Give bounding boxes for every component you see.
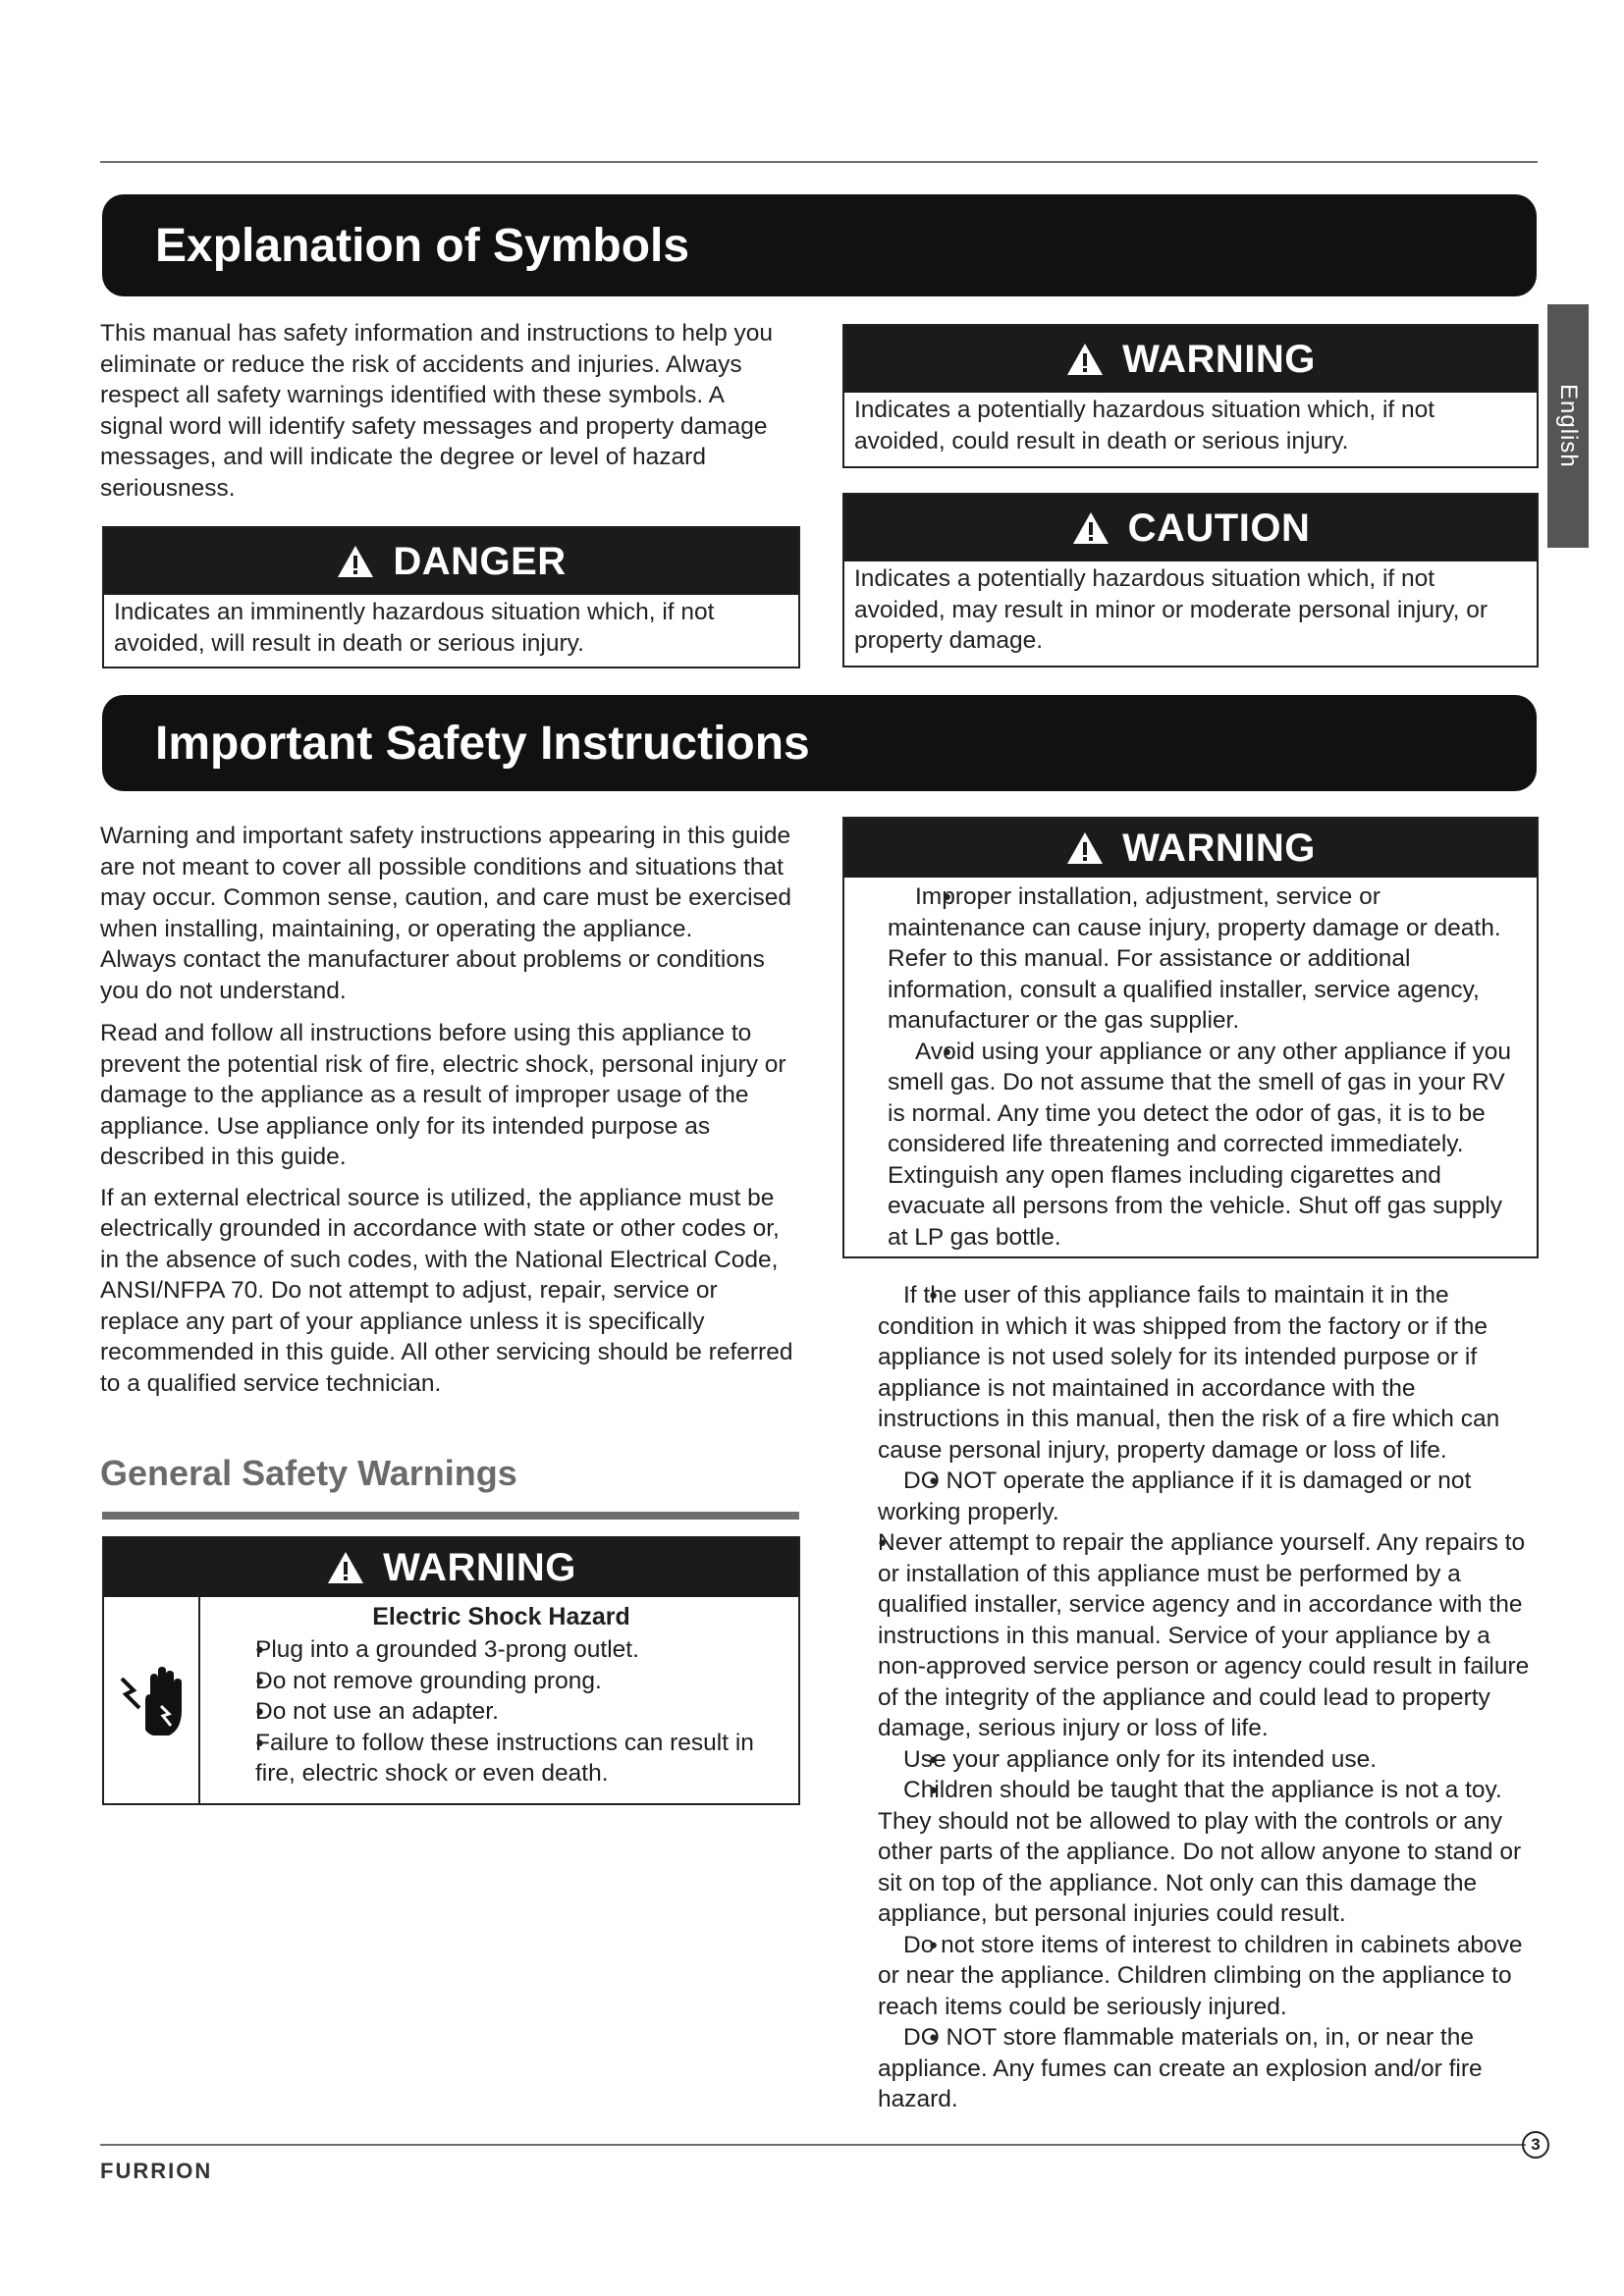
section-header-safety: [102, 695, 1537, 791]
heading-underline: [102, 1512, 799, 1520]
danger-box: [102, 526, 800, 668]
warning-triangle-icon: [1065, 342, 1105, 377]
general-safety-heading: General Safety Warnings: [100, 1453, 517, 1493]
intro-text: This manual has safety information and instructions to help you eliminate or reduce the risk of accidents and injuries. Always respect all safety warnings identified with these symbols. A signal word will identify safety messages and property damage messages, and will indicate the degree or level of hazard seriousness.: [100, 320, 774, 502]
brand-logo: FURRION: [100, 2159, 213, 2183]
gas-title: WARNING: [1122, 826, 1316, 870]
caution-title: CAUTION: [1127, 506, 1311, 550]
list-item: [842, 2022, 1542, 2115]
list-item-text: Never attempt to repair the appliance yourself. Any repairs to or installation of this appliance must be performed by a qualified installer, service agency and in accordance with the instructions in this manual. Service of your appliance by a non-approved service person or agency could result in failure of the integrity of the appliance and could lead to property damage, serious injury or loss of life.: [878, 1529, 1530, 1741]
list-item-text: Do not store items of interest to children in cabinets above or near the appliance. Children climbing on the appliance to reach items could be seriously injured.: [878, 1931, 1523, 2020]
list-item-text: Use your appliance only for its intended use.: [903, 1745, 1378, 1773]
section-title: Important Safety Instructions: [155, 717, 810, 770]
list-item-text: Do not use an adapter.: [255, 1698, 499, 1725]
shock-box-header: [104, 1538, 798, 1597]
section-header-symbols: [102, 194, 1537, 296]
safety-paragraph: Always contact the manufacturer about problems or conditions you do not understand.: [100, 946, 765, 1004]
list-item: [842, 1527, 1542, 1744]
list-item: [842, 1744, 1542, 1776]
list-item: [888, 881, 1523, 1037]
safety-paragraphs: [100, 821, 799, 1399]
warning-triangle-icon: [326, 1550, 365, 1585]
caution-box: [842, 493, 1539, 667]
warning-text: Indicates a potentially hazardous situation which, if not avoided, could result in death or serious injury.: [854, 397, 1435, 454]
warning-title: WARNING: [1122, 337, 1316, 381]
list-item-text: Plug into a grounded 3-prong outlet.: [255, 1636, 639, 1663]
gas-box-header: [844, 819, 1537, 878]
list-item: [216, 1728, 786, 1789]
list-item: [216, 1666, 786, 1697]
gas-list: [844, 878, 1537, 1253]
warning-triangle-icon: [1071, 510, 1110, 546]
warning-triangle-icon: [1065, 830, 1105, 866]
list-item-text: DO NOT operate the appliance if it is damaged or not working properly.: [878, 1468, 1472, 1525]
list-item: [842, 1930, 1542, 2023]
shock-subtitle: Electric Shock Hazard: [372, 1603, 630, 1630]
list-item: [842, 1280, 1542, 1466]
section-title: Explanation of Symbols: [155, 219, 690, 272]
safety-paragraph: If an external electrical source is utilized, the appliance must be electrically grounded in accordance with state or other codes or, in the absence of such codes, with the National Electrical Code, ANSI/NFPA 70. Do not attempt to adjust, repair, service or replace any part of your appliance unless it is specifically recommended in this guide. All other servicing should be referred to a qualified service technician.: [100, 1184, 793, 1397]
list-item-text: Do not remove grounding prong.: [255, 1667, 602, 1694]
page-number: 3: [1522, 2131, 1549, 2159]
warning-box: [842, 324, 1539, 468]
list-item: [216, 1634, 786, 1666]
gas-warning-box: [842, 817, 1539, 1258]
electric-shock-icon: [104, 1597, 200, 1803]
shock-list: [216, 1634, 786, 1789]
caution-text: Indicates a potentially hazardous situation which, if not avoided, may result in minor or moderate personal injury, or property damage.: [854, 565, 1489, 654]
list-item-text: DO NOT store flammable materials on, in, or near the appliance. Any fumes can create an explosion and/or fire hazard.: [878, 2024, 1483, 2112]
list-item: [216, 1696, 786, 1728]
list-item-text: Failure to follow these instructions can result in fire, electric shock or even death.: [255, 1729, 754, 1787]
right-bullet-list: [842, 1280, 1542, 2115]
list-item: [888, 1037, 1523, 1254]
warning-triangle-icon: [336, 544, 375, 579]
warning-box-header: [844, 326, 1537, 393]
shock-title: WARNING: [383, 1545, 576, 1589]
top-rule: [100, 161, 1538, 163]
caution-box-header: [844, 495, 1537, 561]
shock-warning-box: [102, 1536, 800, 1805]
danger-box-header: [104, 528, 798, 595]
list-item-text: Children should be taught that the appliance is not a toy. They should not be allowed to play with the controls or any other parts of the appliance. Do not allow anyone to stand or sit on top of the appliance. Not only can this damage the appliance, but personal injuries could result.: [878, 1777, 1522, 1927]
list-item-text: Avoid using your appliance or any other appliance if you smell gas. Do not assume that the smell of gas in your RV is normal. Any time you detect the odor of gas, it is to be considered life threatening and corrected immediately. Extinguish any open flames including cigarettes and evacuate all persons from the vehicle. Shut off gas supply at LP gas bottle.: [888, 1038, 1511, 1251]
intro-paragraph: [100, 318, 787, 504]
safety-paragraph: Warning and important safety instructions appearing in this guide are not meant to cover all possible conditions and situations that may occur. Common sense, caution, and care must be exercised when installing, maintaining, or operating the appliance.: [100, 823, 792, 942]
danger-title: DANGER: [393, 539, 567, 583]
safety-paragraph: Read and follow all instructions before using this appliance to prevent the potential risk of fire, electric shock, personal injury or damage to the appliance as a result of improper usage of the appliance. Use appliance only for its intended purpose as described in this guide.: [100, 1020, 786, 1170]
language-label: English: [1555, 384, 1582, 468]
footer-rule: [100, 2144, 1526, 2146]
list-item: [842, 1775, 1542, 1930]
danger-text: Indicates an imminently hazardous situation which, if not avoided, will result in death or serious injury.: [114, 599, 715, 657]
list-item-text: Improper installation, adjustment, service or maintenance can cause injury, property damage or death. Refer to this manual. For assistance or additional information, consult a qualified installer, service agency, manufacturer or the gas supplier.: [888, 883, 1501, 1034]
language-tab[interactable]: [1547, 304, 1589, 548]
list-item: [842, 1466, 1542, 1527]
list-item-text: If the user of this appliance fails to maintain it in the condition in which it was shipped from the factory or if the appliance is not used solely for its intended purpose or if appliance is not maintained in accordance with the instructions in this manual, then the risk of a fire which can cause personal injury, property damage or loss of life.: [878, 1282, 1500, 1464]
